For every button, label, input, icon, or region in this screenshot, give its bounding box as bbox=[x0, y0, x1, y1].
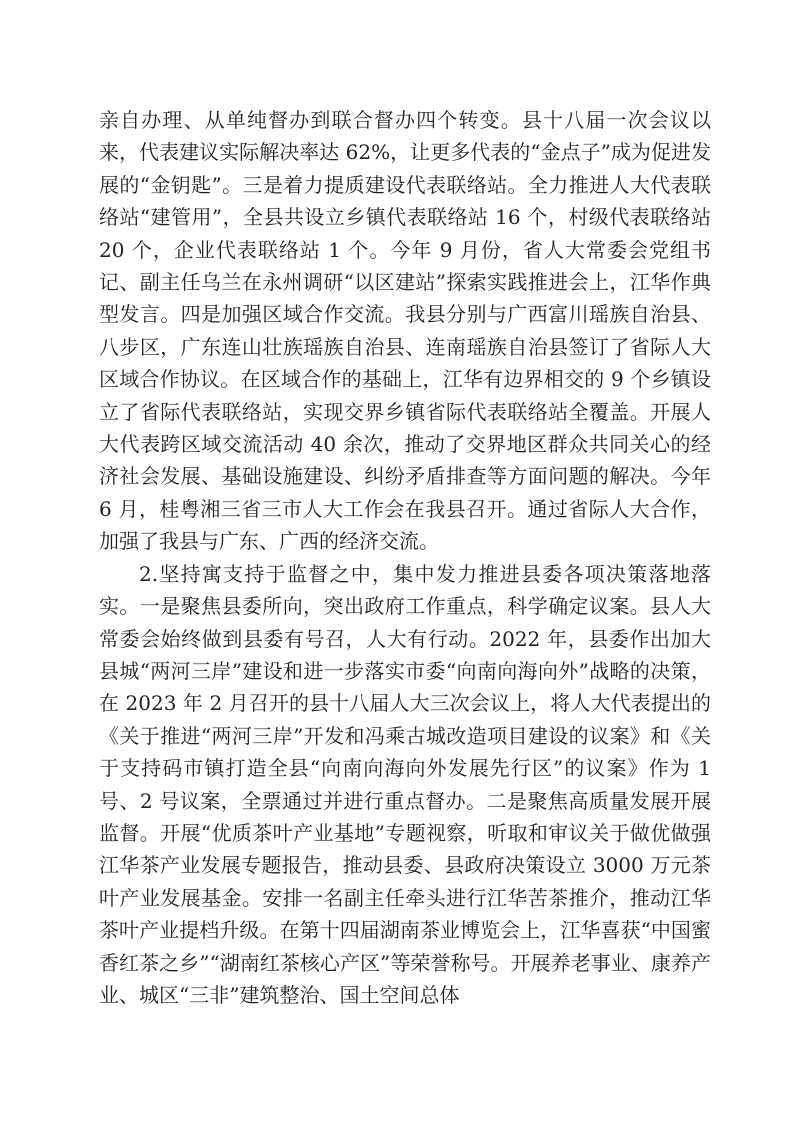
paragraph-section-2: 2.坚持寓支持于监督之中，集中发力推进县委各项决策落地落实。一是聚焦县委所向，突出政府工作重点，科学确定议案。县人大常委会始终做到县委有号召，人大有行动。2022 年，县委作出加大县城“两河三岸”建设和进一步落实市委“向南向海向外”战略的决策，在 2023 年 2 月召开的县十八届人大三次会议上，将人大代表提出的《关于推进“两河三岸”开发和冯乘古城改造项目建设的议案》和《关于支持码市镇打造全县“向南向海向外发展先行区”的议案》作为 1 号、2 号议案，全票通过并进行重点督办。二是聚焦高质量发展开展监督。开展“优质茶叶产业基地”专题视察，听取和审议关于做优做强江华茶产业发展专题报告，推动县委、县政府决策设立 3000 万元茶叶产业发展基金。安排一名副主任牵头进行江华苦茶推介，推动江华茶叶产业提档升级。在第十四届湖南茶业博览会上，江华喜获“中国蜜香红茶之乡”“湖南红茶核心产区”等荣誉称号。开展养老事业、康养产业、城区“三非”建筑整治、国土空间总体 bbox=[99, 561, 711, 1007]
paragraph-continuation: 亲自办理、从单纯督办到联合督办四个转变。县十八届一次会议以来，代表建议实际解决率达 62%，让更多代表的“金点子”成为促进发展的“金钥匙”。三是着力提质建设代表联络站。全力推进人大代表联络站“建管用”，全县共设立乡镇代表联络站 16 个，村级代表联络站 20 个，企业代表联络站 1 个。今年 9 月份，省人大常委会党组书记、副主任乌兰在永州调研“以区建站”探索实践推进会上，江华作典型发言。四是加强区域合作交流。我县分别与广西富川瑶族自治县、八步区，广东连山壮族瑶族自治县、连南瑶族自治县签订了省际人大区域合作协议。在区域合作的基础上，江华有边界相交的 9 个乡镇设立了省际代表联络站，实现交界乡镇省际代表联络站全覆盖。开展人大代表跨区域交流活动 40 余次，推动了交界地区群众共同关心的经济社会发展、基础设施建设、纠纷矛盾排查等方面问题的解决。今年 6 月，桂粤湘三省三市人大工作会在我县召开。通过省际人大合作，加强了我县与广东、广西的经济交流。 bbox=[99, 108, 711, 554]
body-text bbox=[99, 104, 711, 1011]
